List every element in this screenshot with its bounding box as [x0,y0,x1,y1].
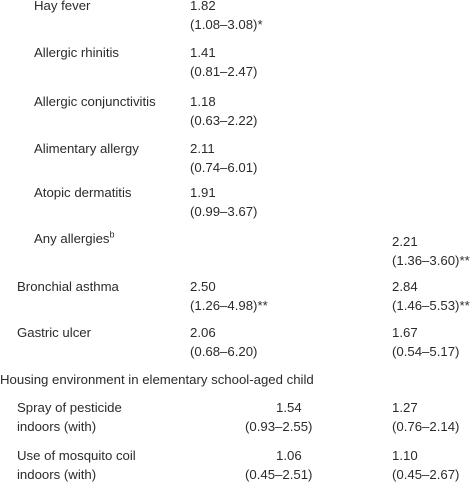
bronchial-asthma-col1-ci: (1.26–4.98)** [190,298,268,313]
mosquito-coil-col1-or: 1.06 [276,448,302,463]
any-allergies-col2-ci: (1.36–3.60)** [392,253,470,268]
alimentary-allergy-col1-ci: (0.74–6.01) [190,160,258,175]
spray-pesticide-col1-or: 1.54 [276,400,302,415]
row-label-spray-pesticide-line2: indoors (with) [17,419,97,434]
row-label-mosquito-coil-line1: Use of mosquito coil [17,448,136,463]
hay-fever-col1-or: 1.82 [190,0,216,13]
gastric-ulcer-col1-ci: (0.68–6.20) [190,344,258,359]
atopic-dermatitis-col1-ci: (0.99–3.67) [190,204,258,219]
gastric-ulcer-col1-or: 2.06 [190,325,216,340]
atopic-dermatitis-col1-or: 1.91 [190,185,216,200]
row-label-allergic-conjunctivitis: Allergic conjunctivitis [34,94,156,109]
mosquito-coil-col2-ci: (0.45–2.67) [392,467,460,482]
row-label-hay-fever: Hay fever [34,0,91,13]
row-label-bronchial-asthma: Bronchial asthma [17,279,119,294]
row-label-allergic-rhinitis: Allergic rhinitis [34,45,120,60]
any-allergies-col2-or: 2.21 [392,234,418,249]
allergic-conjunctivitis-col1-or: 1.18 [190,94,216,109]
bronchial-asthma-col2-ci: (1.46–5.53)** [392,298,470,313]
footnote-marker-b: b [109,229,115,240]
spray-pesticide-col2-or: 1.27 [392,400,418,415]
allergic-conjunctivitis-col1-ci: (0.63–2.22) [190,113,258,128]
section-title: Housing environment in elementary school-aged child [0,372,314,387]
allergic-rhinitis-col1-ci: (0.81–2.47) [190,64,258,79]
mosquito-coil-col1-ci: (0.45–2.51) [245,467,313,482]
any-allergies-label-text: Any allergies [34,231,110,246]
allergic-rhinitis-col1-or: 1.41 [190,45,216,60]
mosquito-coil-col2-or: 1.10 [392,448,418,463]
spray-pesticide-col1-ci: (0.93–2.55) [245,419,313,434]
alimentary-allergy-col1-or: 2.11 [190,141,215,156]
spray-pesticide-col2-ci: (0.76–2.14) [392,419,460,434]
hay-fever-col1-ci: (1.08–3.08)* [190,17,263,32]
row-label-alimentary-allergy: Alimentary allergy [34,141,139,156]
row-label-spray-pesticide-line1: Spray of pesticide [17,400,122,415]
gastric-ulcer-col2-or: 1.67 [392,325,418,340]
bronchial-asthma-col1-or: 2.50 [190,279,216,294]
row-label-atopic-dermatitis: Atopic dermatitis [34,185,132,200]
row-label-gastric-ulcer: Gastric ulcer [17,325,92,340]
row-label-mosquito-coil-line2: indoors (with) [17,467,97,482]
row-label-any-allergies [34,229,115,249]
gastric-ulcer-col2-ci: (0.54–5.17) [392,344,460,359]
bronchial-asthma-col2-or: 2.84 [392,279,418,294]
